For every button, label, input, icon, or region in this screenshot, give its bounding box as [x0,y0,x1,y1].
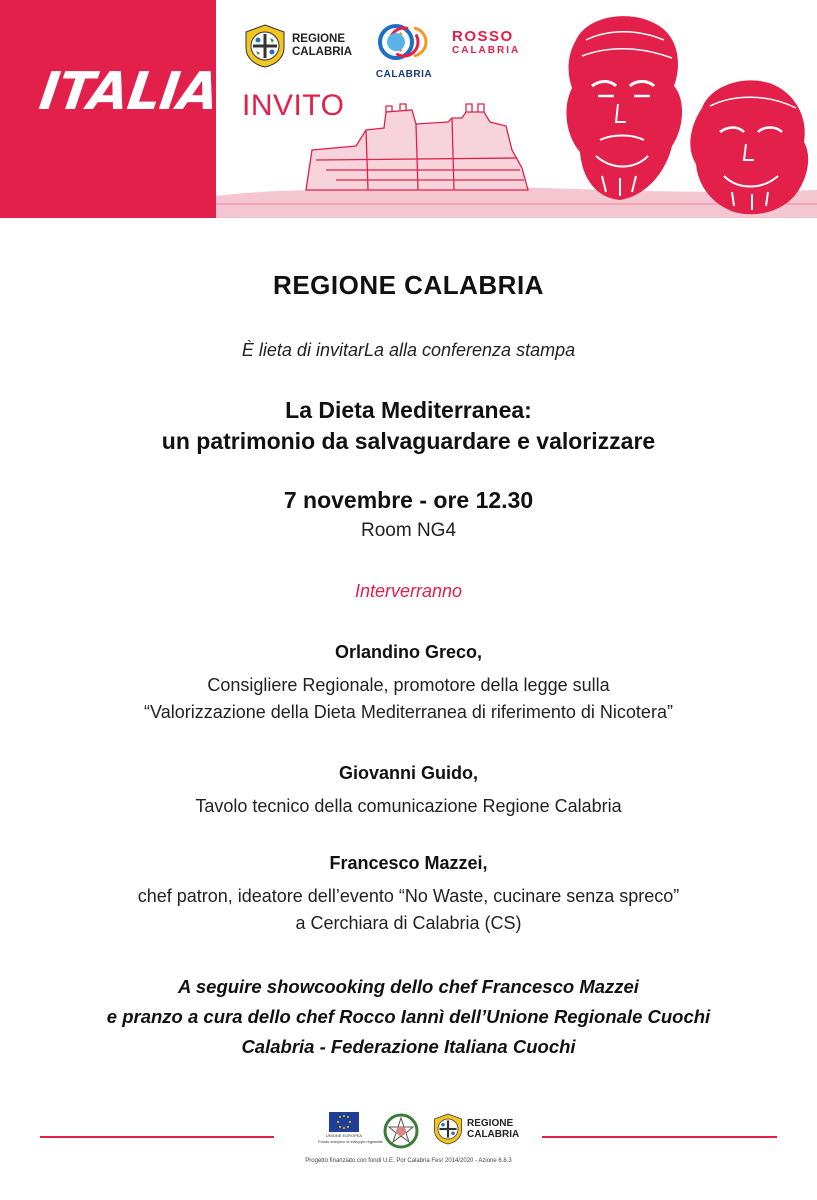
calabria-swirl-icon [374,22,434,62]
header-banner [0,0,817,218]
speakers-heading: Interverranno [354,581,463,601]
rosso-logo-line2: CALABRIA [452,45,521,56]
conference-title-line1: La Dieta Mediterranea: [285,397,532,423]
eu-caption-line1: UNIONE EUROPEA [325,1133,363,1138]
funding-note: Progetto finanziato con fondi U.E. Por Calabria Fesr 2014/2020 - Azione 6.8.3 [305,1158,512,1164]
invite-line: È lieta di invitarLa alla conferenza stampa [241,340,576,360]
eu-caption-line2: Fondo europeo di sviluppo regionale [318,1139,383,1144]
closing-note [0,972,817,1062]
footer-divider-left [40,1136,274,1138]
conference-title-line2: un patrimonio da salvaguardare e valorizzare [161,428,656,454]
speaker-name: Orlandino Greco, [334,642,483,662]
closing-line3: Calabria - Federazione Italiana Cuochi [241,1036,576,1057]
speaker-name: Francesco Mazzei, [329,853,488,873]
italian-republic-emblem-icon [383,1112,419,1150]
regione-logo-line2: CALABRIA [292,46,353,58]
footer-regione-line2: CALABRIA [467,1129,520,1140]
conference-title [0,395,817,457]
closing-line1: A seguire showcooking dello chef Francesco Mazzei [178,976,639,997]
eu-flag-icon [329,1112,359,1132]
calabria-logo-text: CALABRIA [375,69,433,80]
calabria-tourism-logo [374,22,434,80]
regione-calabria-crest-icon [433,1113,463,1145]
rosso-logo-line1: ROSSO [452,28,514,45]
invito-label: INVITO [242,89,345,122]
eu-logo [318,1112,383,1144]
speaker-role: Tavolo tecnico della comunicazione Regione Calabria [195,796,622,816]
event-date-time: 7 novembre - ore 12.30 [283,487,534,513]
event-room: Room NG4 [360,520,457,541]
speaker-role: Consigliere Regionale, promotore della legge sulla [207,675,610,695]
speaker-block [0,763,817,820]
regione-calabria-logo [244,24,352,68]
speaker-role: chef patron, ideatore dell’evento “No Waste, cucinare senza spreco” [137,886,680,906]
speaker-role: a Cerchiara di Calabria (CS) [295,913,522,933]
rosso-calabria-logo [452,30,520,58]
speaker-block [0,853,817,937]
speaker-block [0,642,817,726]
footer-regione-calabria-logo [433,1113,519,1145]
regione-calabria-crest-icon [244,24,286,68]
footer-regione-line1: REGIONE [467,1118,514,1129]
italia-logo: ITALIA [35,62,222,122]
closing-line2: e pranzo a cura dello chef Rocco Iannì dell’Unione Regionale Cuochi [106,1006,711,1027]
organizer-heading: REGIONE CALABRIA [273,270,544,300]
regione-logo-line1: REGIONE [292,33,346,45]
speaker-role: “Valorizzazione della Dieta Mediterranea di riferimento di Nicotera” [144,702,673,722]
speaker-name: Giovanni Guido, [339,763,478,783]
italia-brand-block [0,0,222,218]
footer-divider-right [542,1136,777,1138]
